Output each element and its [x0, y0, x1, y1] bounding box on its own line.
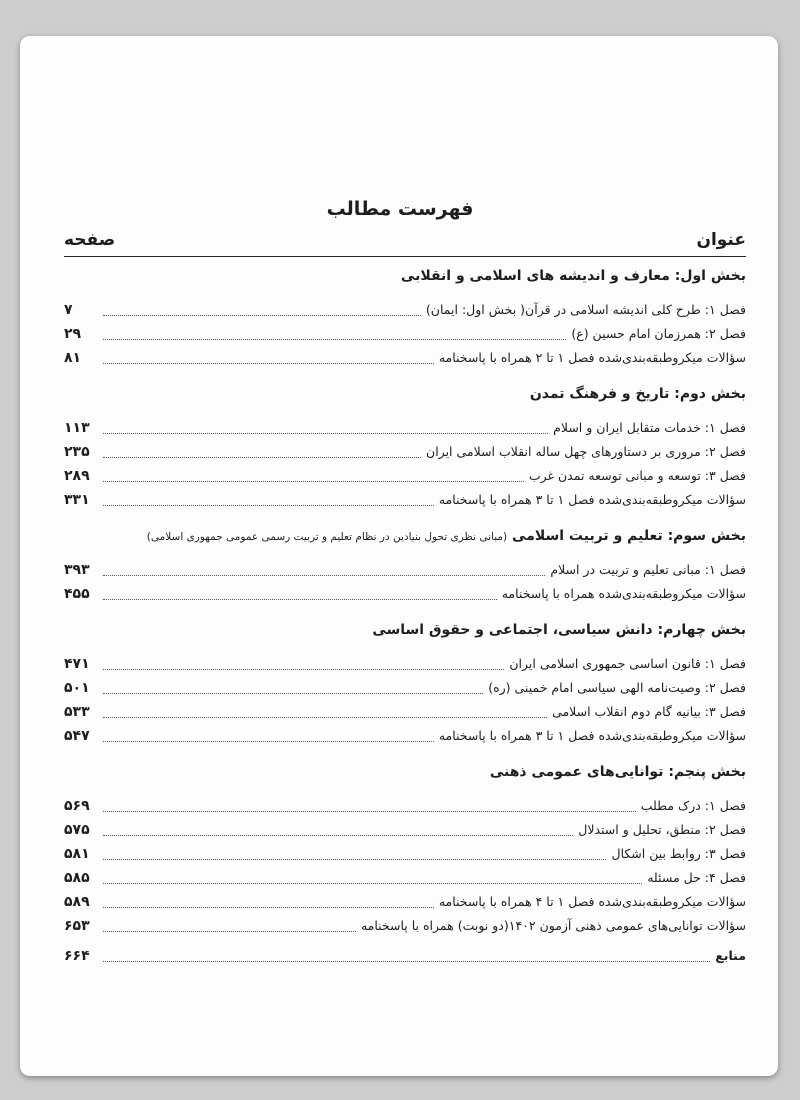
- page-title: فهرست مطالب: [326, 198, 474, 220]
- toc-entry[interactable]: [64, 416, 746, 440]
- entry-label: سؤالات میکروطبقه‌بندی‌شده فصل ۱ تا ۳ همراه با پاسخنامه: [438, 728, 746, 743]
- toc-entry[interactable]: [64, 914, 746, 938]
- entry-label: فصل ۱: خدمات متقابل ایران و اسلام: [553, 420, 746, 435]
- header-topic-label: عنوان: [696, 230, 746, 250]
- section-title: بخش چهارم: دانش سیاسی، اجتماعی و حقوق اساسی: [372, 622, 746, 638]
- toc-entry[interactable]: [64, 346, 746, 370]
- toc-entry[interactable]: [64, 676, 746, 700]
- dot-leader: [103, 741, 434, 742]
- toc-list: [64, 262, 746, 968]
- entry-label: فصل ۲: وصیت‌نامه الهی سیاسی امام خمینی (ره): [488, 680, 746, 695]
- entry-page-number: ۲۹: [64, 326, 82, 342]
- dot-leader: [103, 363, 434, 364]
- toc-entry[interactable]: [64, 298, 746, 322]
- dot-leader: [103, 457, 421, 458]
- entry-label: سؤالات میکروطبقه‌بندی‌شده فصل ۱ تا ۲ همراه با پاسخنامه: [438, 350, 746, 365]
- entry-page-number: ۶۵۳: [64, 918, 90, 934]
- entry-label: فصل ۱: طرح کلی اندیشه اسلامی در قرآن( بخش اول: ایمان): [425, 302, 746, 317]
- toc-entry[interactable]: [64, 488, 746, 512]
- dot-leader: [103, 717, 547, 718]
- sources-page-number: ۶۶۴: [64, 948, 90, 964]
- entry-label: سؤالات میکروطبقه‌بندی‌شده همراه با پاسخنامه: [501, 586, 746, 601]
- dot-leader: [103, 339, 566, 340]
- dot-leader: [103, 505, 434, 506]
- toc-entry[interactable]: [64, 724, 746, 748]
- toc-section: [64, 262, 746, 370]
- dot-leader: [103, 907, 434, 908]
- entry-label: فصل ۳: بیانیه گام دوم انقلاب اسلامی: [552, 704, 746, 719]
- dot-leader: [103, 669, 504, 670]
- toc-entry[interactable]: [64, 440, 746, 464]
- dot-leader: [103, 599, 497, 600]
- entry-page-number: ۵۴۷: [64, 728, 90, 744]
- section-title: بخش دوم: تاریخ و فرهنگ تمدن: [529, 386, 746, 402]
- entry-label: فصل ۱: مبانی تعلیم و تربیت در اسلام: [550, 562, 746, 577]
- entry-label: فصل ۱: درک مطلب: [640, 798, 746, 813]
- toc-entry[interactable]: [64, 700, 746, 724]
- entry-page-number: ۲۳۵: [64, 444, 90, 460]
- entry-page-number: ۲۸۹: [64, 468, 90, 484]
- entry-page-number: ۵۸۹: [64, 894, 90, 910]
- entry-page-number: ۷: [64, 302, 73, 318]
- section-subtitle: (مبانی نظری تحول بنیادین در نظام تعلیم و تربیت رسمی عمومی جمهوری اسلامی): [146, 531, 508, 543]
- dot-leader: [103, 961, 710, 962]
- toc-entry[interactable]: [64, 866, 746, 890]
- toc-entry[interactable]: [64, 322, 746, 346]
- section-title-text: بخش سوم: تعلیم و تربیت اسلامی: [512, 528, 746, 544]
- toc-section: [64, 616, 746, 748]
- toc-entry-sources[interactable]: [64, 944, 746, 968]
- toc-entry[interactable]: [64, 890, 746, 914]
- entry-page-number: ۱۱۳: [64, 420, 90, 436]
- entry-label: فصل ۴: حل مسئله: [647, 870, 746, 885]
- entry-page-number: ۵۳۳: [64, 704, 90, 720]
- entry-label: فصل ۲: منطق، تحلیل و استدلال: [578, 822, 746, 837]
- dot-leader: [103, 575, 545, 576]
- entry-page-number: ۵۸۵: [64, 870, 90, 886]
- toc-entry[interactable]: [64, 652, 746, 676]
- entry-label: سؤالات میکروطبقه‌بندی‌شده فصل ۱ تا ۴ همراه با پاسخنامه: [438, 894, 746, 909]
- entry-page-number: ۸۱: [64, 350, 82, 366]
- toc-section: [64, 522, 746, 606]
- toc-section: [64, 758, 746, 938]
- dot-leader: [103, 931, 356, 932]
- dot-leader: [103, 481, 524, 482]
- toc-section: [64, 380, 746, 512]
- entry-page-number: ۵۶۹: [64, 798, 90, 814]
- entry-page-number: ۵۸۱: [64, 846, 90, 862]
- toc-header: [64, 230, 746, 257]
- entry-page-number: ۳۹۳: [64, 562, 90, 578]
- entry-label: فصل ۱: قانون اساسی جمهوری اسلامی ایران: [509, 656, 746, 671]
- dot-leader: [103, 883, 642, 884]
- dot-leader: [103, 859, 606, 860]
- dot-leader: [103, 811, 636, 812]
- dot-leader: [103, 835, 573, 836]
- dot-leader: [103, 693, 483, 694]
- entry-page-number: ۵۰۱: [64, 680, 90, 696]
- entry-label: سؤالات توانایی‌های عمومی ذهنی آزمون ۱۴۰۲(دو نوبت) همراه با پاسخنامه: [360, 918, 746, 933]
- section-title: [64, 522, 746, 550]
- entry-page-number: ۵۷۵: [64, 822, 90, 838]
- entry-page-number: ۴۵۵: [64, 586, 90, 602]
- toc-entry[interactable]: [64, 794, 746, 818]
- entry-label: سؤالات میکروطبقه‌بندی‌شده فصل ۱ تا ۳ همراه با پاسخنامه: [438, 492, 746, 507]
- entry-label: فصل ۲: همرزمان امام حسین (ع): [571, 326, 746, 341]
- toc-entry[interactable]: [64, 582, 746, 606]
- dot-leader: [103, 315, 421, 316]
- entry-label: فصل ۳: روابط بین اشکال: [611, 846, 746, 861]
- entry-page-number: ۴۷۱: [64, 656, 90, 672]
- toc-entry[interactable]: [64, 464, 746, 488]
- entry-label: فصل ۲: مروری بر دستاورهای چهل ساله انقلاب اسلامی ایران: [426, 444, 746, 459]
- toc-entry[interactable]: [64, 818, 746, 842]
- toc-entry[interactable]: [64, 558, 746, 582]
- sources-label: منابع: [715, 948, 746, 963]
- header-page-label: صفحه: [64, 230, 116, 250]
- entry-page-number: ۳۳۱: [64, 492, 90, 508]
- dot-leader: [103, 433, 548, 434]
- entry-label: فصل ۳: توسعه و مبانی توسعه تمدن غرب: [528, 468, 746, 483]
- section-title: بخش پنجم: توانایی‌های عمومی ذهنی: [489, 764, 746, 780]
- toc-entry[interactable]: [64, 842, 746, 866]
- section-title: بخش اول: معارف و اندیشه های اسلامی و انقلابی: [400, 268, 746, 284]
